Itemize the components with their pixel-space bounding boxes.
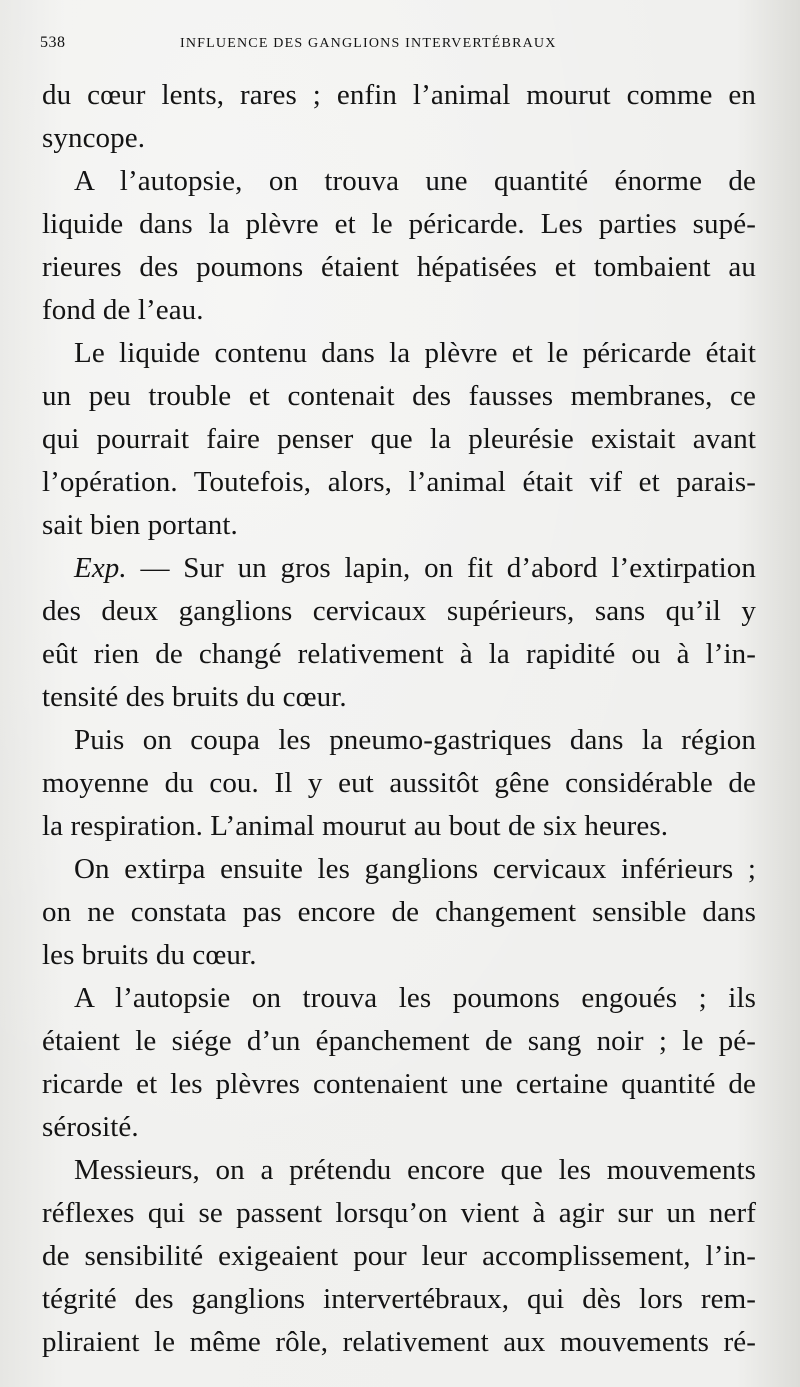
text-line [42, 547, 756, 590]
text-line: étaient le siége d’un épanchement de sang noir ; le pé- [42, 1025, 756, 1057]
text-line: sait bien portant. [42, 509, 238, 541]
text-line: un peu trouble et contenait des fausses membranes, ce [42, 380, 756, 412]
paragraph [42, 1149, 756, 1364]
text-line: réflexes qui se passent lorsqu’on vient à agir sur un nerf [42, 1197, 756, 1229]
paragraph [42, 848, 756, 977]
text-line: qui pourrait faire penser que la pleurésie existait avant [42, 423, 756, 455]
text-line: des deux ganglions cervicaux supérieurs, sans qu’il y [42, 595, 756, 627]
paragraph [42, 719, 756, 848]
paragraph [42, 977, 756, 1149]
text-line: fond de l’eau. [42, 294, 204, 326]
text-line-rest: — Sur un gros lapin, on fit d’abord l’extirpation [126, 552, 756, 584]
text-line: l’opération. Toutefois, alors, l’animal était vif et parais- [42, 466, 756, 498]
text-line: On extirpa ensuite les ganglions cervicaux inférieurs ; [74, 853, 756, 885]
text-line: on ne constata pas encore de changement sensible dans [42, 896, 756, 928]
text-line: Puis on coupa les pneumo-gastriques dans la région [74, 724, 756, 756]
text-line: pliraient le même rôle, relativement aux mouvements ré- [42, 1326, 756, 1358]
text-line: ricarde et les plèvres contenaient une certaine quantité de [42, 1068, 756, 1100]
text-line: Le liquide contenu dans la plèvre et le péricarde était [74, 337, 756, 369]
text-line: rieures des poumons étaient hépatisées et tombaient au [42, 251, 756, 283]
exp-label: Exp. [74, 552, 127, 584]
text-line: syncope. [42, 122, 146, 154]
text-line: A l’autopsie, on trouva une quantité énorme de [74, 165, 756, 197]
text-line: moyenne du cou. Il y eut aussitôt gêne considérable de [42, 767, 756, 799]
paragraph [42, 74, 756, 160]
text-line: sérosité. [42, 1111, 139, 1143]
text-line: eût rien de changé relativement à la rapidité ou à l’in- [42, 638, 756, 670]
text-line: liquide dans la plèvre et le péricarde. Les parties supé- [42, 208, 756, 240]
text-line: les bruits du cœur. [42, 939, 257, 971]
text-line: Messieurs, on a prétendu encore que les mouvements [74, 1154, 756, 1186]
text-line: du cœur lents, rares ; enfin l’animal mourut comme en [42, 79, 756, 111]
body-text [42, 74, 756, 1364]
running-head: INFLUENCE DES GANGLIONS INTERVERTÉBRAUX [180, 36, 557, 51]
page-header [40, 34, 760, 60]
text-line: tégrité des ganglions intervertébraux, qui dès lors rem- [42, 1283, 756, 1315]
paragraph [42, 547, 756, 719]
text-line: A l’autopsie on trouva les poumons engoués ; ils [74, 982, 756, 1014]
paragraph [42, 160, 756, 332]
text-line: de sensibilité exigeaient pour leur accomplissement, l’in- [42, 1240, 756, 1272]
text-line: tensité des bruits du cœur. [42, 681, 347, 713]
paragraph [42, 332, 756, 547]
page-number: 538 [40, 34, 66, 51]
text-line: la respiration. L’animal mourut au bout de six heures. [42, 810, 669, 842]
